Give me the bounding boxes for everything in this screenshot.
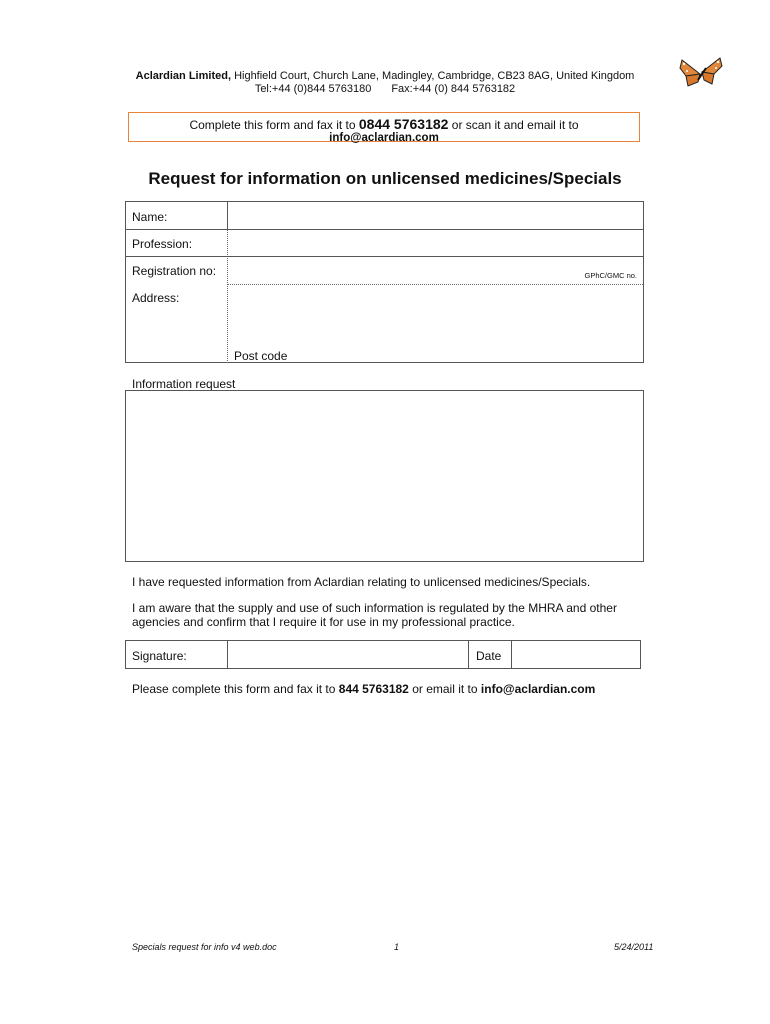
date-field[interactable] — [512, 641, 640, 668]
name-label: Name: — [132, 210, 168, 224]
company-address: Highfield Court, Church Lane, Madingley, Cambridge, CB23 8AG, United Kingdom — [234, 70, 635, 82]
info-request-field[interactable] — [125, 390, 644, 562]
company-tel: Tel:+44 (0)844 5763180 — [254, 83, 372, 95]
company-name: Aclardian Limited, — [135, 70, 231, 82]
footer-filename: Specials request for info v4 web.doc — [132, 942, 277, 952]
signature-table — [125, 640, 641, 669]
address-label: Address: — [132, 291, 180, 305]
page-title: Request for information on unlicensed medicines/Specials — [148, 169, 622, 188]
footer-date: 5/24/2011 — [614, 942, 654, 952]
name-field[interactable] — [228, 203, 642, 229]
date-label: Date — [476, 649, 502, 663]
company-contact-line — [80, 83, 690, 95]
closing-instruction — [132, 682, 595, 696]
details-form — [125, 201, 644, 363]
closing-email: info@aclardian.com — [480, 682, 596, 696]
profession-field[interactable] — [228, 230, 642, 256]
closing-pre: Please complete this form and fax it to — [132, 682, 336, 696]
postcode-label: Post code — [234, 349, 288, 363]
callout-post: or scan it and email it to — [451, 118, 579, 132]
company-address-line — [80, 70, 690, 82]
instruction-callout — [128, 112, 640, 142]
callout-email: info@aclardian.com — [329, 132, 439, 144]
info-request-label: Information request — [132, 377, 236, 391]
registration-hint: GPhC/GMC no. — [584, 271, 637, 280]
callout-fax-number: 0844 5763182 — [358, 116, 449, 132]
registration-field[interactable] — [228, 257, 642, 283]
declaration-2: I am aware that the supply and use of such information is regulated by the MHRA and other agencies and confirm that I require it for use in my professional practice. — [132, 601, 617, 629]
butterfly-icon — [676, 54, 726, 94]
signature-field[interactable] — [228, 641, 468, 668]
declaration-1: I have requested information from Aclardian relating to unlicensed medicines/Specials. — [132, 575, 591, 589]
closing-mid: or email it to — [412, 682, 478, 696]
footer-page-number: 1 — [394, 942, 400, 952]
signature-label: Signature: — [132, 649, 187, 663]
closing-fax-number: 844 5763182 — [338, 682, 409, 696]
callout-pre: Complete this form and fax it to — [189, 118, 356, 132]
address-field[interactable] — [228, 285, 642, 345]
registration-label: Registration no: — [132, 264, 217, 278]
company-fax: Fax:+44 (0) 844 5763182 — [391, 83, 516, 95]
profession-label: Profession: — [132, 237, 193, 251]
